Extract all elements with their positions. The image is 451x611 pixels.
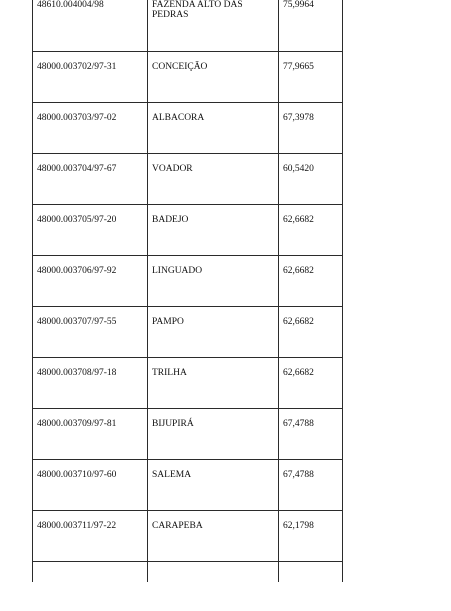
table-row bbox=[33, 409, 343, 460]
table-row bbox=[33, 511, 343, 562]
value-cell: 62,6682 bbox=[279, 358, 343, 409]
table-row bbox=[33, 103, 343, 154]
process-number-cell: 48000.003704/97-67 bbox=[33, 154, 148, 205]
table-row bbox=[33, 154, 343, 205]
value-cell: 77,9665 bbox=[279, 52, 343, 103]
value-cell: 67,3978 bbox=[279, 103, 343, 154]
field-name-cell: PAMPO bbox=[148, 307, 279, 358]
value-cell: 62,6682 bbox=[279, 205, 343, 256]
data-table bbox=[32, 0, 343, 582]
process-number-cell: 48000.003708/97-18 bbox=[33, 358, 148, 409]
table-row bbox=[33, 307, 343, 358]
process-number-cell: 48000.003705/97-20 bbox=[33, 205, 148, 256]
value-cell: 67,4788 bbox=[279, 409, 343, 460]
empty-cell bbox=[33, 562, 148, 582]
field-name-cell: SALEMA bbox=[148, 460, 279, 511]
field-name-cell: VOADOR bbox=[148, 154, 279, 205]
value-cell: 75,9964 bbox=[279, 0, 343, 52]
value-cell: 62,1798 bbox=[279, 511, 343, 562]
field-name-cell: ALBACORA bbox=[148, 103, 279, 154]
field-name-cell: TRILHA bbox=[148, 358, 279, 409]
value-cell: 60,5420 bbox=[279, 154, 343, 205]
process-number-cell: 48000.003703/97-02 bbox=[33, 103, 148, 154]
field-name-cell: CONCEIÇÃO bbox=[148, 52, 279, 103]
process-number-cell: 48610.004004/98 bbox=[33, 0, 148, 52]
table-row-partial bbox=[33, 562, 343, 582]
field-name-cell: BADEJO bbox=[148, 205, 279, 256]
field-name-cell: CARAPEBA bbox=[148, 511, 279, 562]
field-name-cell: FAZENDA ALTO DAS PEDRAS bbox=[148, 0, 279, 52]
process-number-cell: 48000.003706/97-92 bbox=[33, 256, 148, 307]
value-cell: 62,6682 bbox=[279, 256, 343, 307]
table-row bbox=[33, 256, 343, 307]
process-number-cell: 48000.003710/97-60 bbox=[33, 460, 148, 511]
process-number-cell: 48000.003702/97-31 bbox=[33, 52, 148, 103]
field-name-cell: LINGUADO bbox=[148, 256, 279, 307]
table-row bbox=[33, 0, 343, 52]
process-number-cell: 48000.003709/97-81 bbox=[33, 409, 148, 460]
process-number-cell: 48000.003707/97-55 bbox=[33, 307, 148, 358]
table-row bbox=[33, 460, 343, 511]
value-cell: 67,4788 bbox=[279, 460, 343, 511]
value-cell: 62,6682 bbox=[279, 307, 343, 358]
field-name-cell: BIJUPIRÁ bbox=[148, 409, 279, 460]
table-row bbox=[33, 52, 343, 103]
empty-cell bbox=[279, 562, 343, 582]
table-row bbox=[33, 205, 343, 256]
process-number-cell: 48000.003711/97-22 bbox=[33, 511, 148, 562]
table-row bbox=[33, 358, 343, 409]
empty-cell bbox=[148, 562, 279, 582]
